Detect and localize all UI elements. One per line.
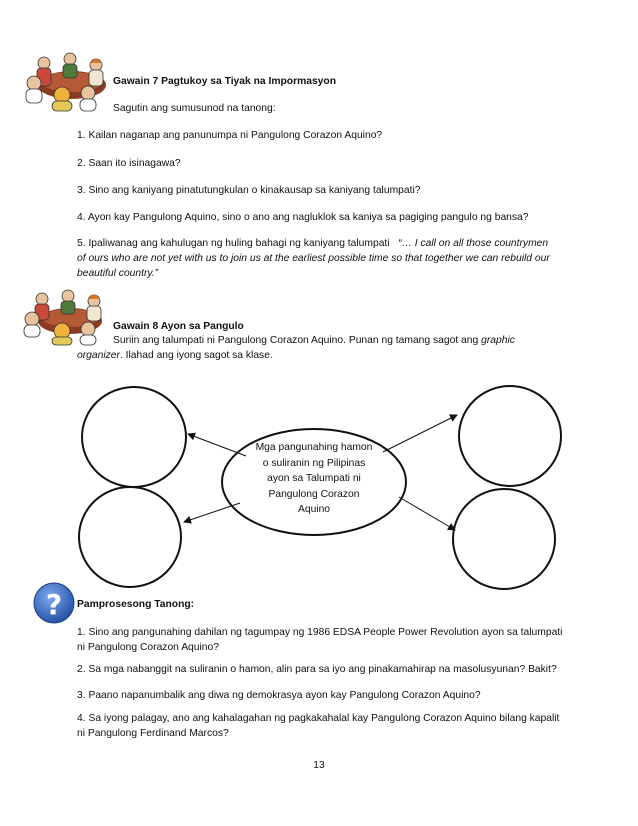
center-line-3: ayon sa Talumpati ni — [267, 473, 361, 484]
pamprosesong-question-2: 2. Sa mga nabanggit na suliranin o hamon, alin para sa iyo ang pinakamahirap na masolusyunan? Bakit? — [77, 664, 557, 675]
svg-text:?: ? — [45, 588, 63, 621]
pq4-line-2: ni Pangulong Ferdinand Marcos? — [77, 728, 229, 739]
gawain7-instruction: Sagutin ang sumusunod na tanong: — [113, 103, 276, 114]
gawain7-title: Gawain 7 Pagtukoy sa Tiyak na Impormasyon — [113, 76, 336, 87]
gawain8-instruction-1: Suriin ang talumpati ni Pangulong Corazon Aquino. Punan ng tamang sagot ang — [113, 335, 479, 346]
pq4-line-1: 4. Sa iyong palagay, ano ang kahalagahan ng pagkakahalal kay Pangulong Corazon Aquino bilang kapalit — [77, 713, 560, 724]
q5-text: 5. Ipaliwanag ang kahulugan ng huling bahagi ng kaniyang talumpati — [77, 238, 390, 249]
pq1-line-1: 1. Sino ang pangunahing dahilan ng tagumpay ng 1986 EDSA People Power Revolution ayon sa talumpati — [77, 627, 563, 638]
center-line-4: Pangulong Corazon — [268, 488, 360, 500]
gawain7-question-2: 2. Saan ito isinagawa? — [77, 158, 181, 169]
pamprosesong-question-4 — [77, 711, 597, 741]
gawain8-title: Gawain 8 Ayon sa Pangulo — [113, 321, 244, 332]
gawain7-question-4: 4. Ayon kay Pangulong Aquino, sino o ano ang nagluklok sa kaniya sa pagiging pangulo ng bansa? — [77, 212, 529, 223]
gawain8-instruction-2: . Ilahad ang iyong sagot sa klase. — [119, 350, 273, 361]
gawain7-question-1: 1. Kailan naganap ang panunumpa ni Pangulong Corazon Aquino? — [77, 130, 383, 141]
page-number: 13 — [313, 760, 325, 771]
pamprosesong-title: Pamprosesong Tanong: — [77, 599, 195, 610]
q5-quote-3: beautiful country.” — [77, 268, 159, 279]
q5-quote-2: of ours who are not yet with us to join us at the earliest possible time so that together we can rebuild our — [77, 253, 550, 264]
center-line-5: Aquino — [297, 504, 331, 515]
pamprosesong-question-3: 3. Paano napanumbalik ang diwa ng demokrasya ayon kay Pangulong Corazon Aquino? — [77, 690, 481, 701]
gawain8-instruction-italic-1: graphic — [481, 335, 515, 346]
gawain8-instruction-italic-2: organizer — [77, 350, 120, 361]
center-line-1: Mga pangunahing hamon — [255, 442, 373, 453]
center-line-2: o suliranin ng Pilipinas — [262, 457, 366, 469]
q5-quote-1: “… I call on all those countrymen — [398, 238, 549, 249]
pamprosesong-question-1 — [77, 625, 597, 655]
pq1-line-2: ni Pangulong Corazon Aquino? — [77, 642, 219, 653]
gawain7-question-3: 3. Sino ang kaniyang pinatutungkulan o kinakausap sa kaniyang talumpati? — [77, 185, 421, 196]
